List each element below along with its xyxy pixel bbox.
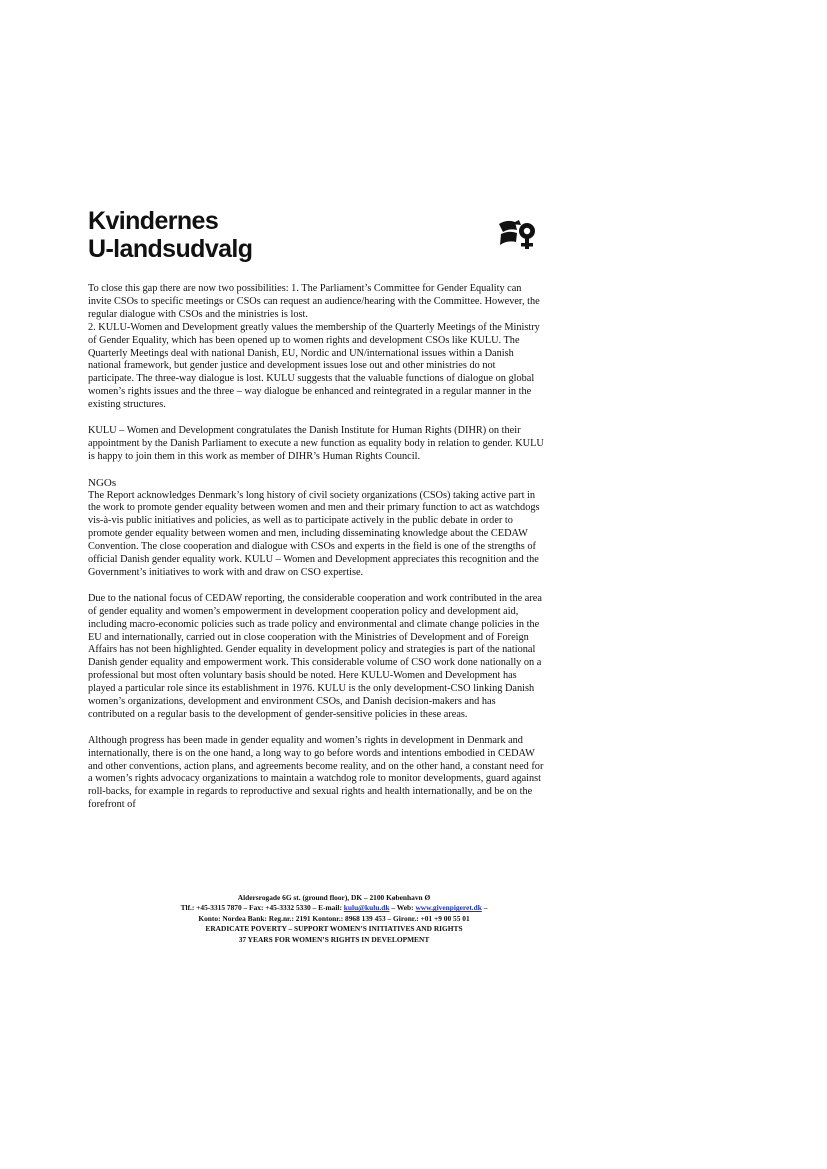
possibility-one-text: To close this gap there are now two possibilities: 1. The Parliament’s Committee for Gender Equality can invite CSOs to specific meetings or CSOs can request an audience/hearing with the Committee. However, the regular dialogue with CSOs and the ministries is lost. [88,283,540,320]
footer-contact-line [118,903,550,913]
kulu-emblem-icon [497,218,539,252]
kulu-logo [88,207,252,263]
paragraph-cedaw-reporting: Due to the national focus of CEDAW reporting, the considerable cooperation and work contributed in the area of gender equality and women’s empowerment in development cooperation policy and development aid, including macro-economic policies such as trade policy and environmental and climate change policies in the EU and internationally, carried out in close cooperation with the Ministries of Development and of Foreign Affairs has not been highlighted. Gender equality in development policy and strategies is part of the national Danish gender equality and empowerment work. This considerable volume of CSO work done nationally on a professional but most often voluntary basis should be noted. Here KULU-Women and Development has played a particular role since its establishment in 1976. KULU is the only development-CSO linking Danish women’s organizations, development and environment CSOs, and Danish decision-makers and has contributed on a regular basis to the development of gender-sensitive policies in these areas. [88,592,542,720]
paragraph-progress: Although progress has been made in gender equality and women’s rights in development in Denmark and internationally, there is on the one hand, a long way to go before words and intentions embodied in CEDAW and other conventions, action plans, and agreements become reality, and on the other hand, a constant need for a women’s rights advocacy organizations to maintain a watchdog role to monitor developments, guard against roll-backs, for example in regards to reproductive and sexual rights and health internationally, and be on the forefront of [88,734,544,811]
logo-line-1: Kvindernes [88,207,219,235]
footer-slogan-2: 37 YEARS FOR WOMEN’S RIGHTS IN DEVELOPMENT [238,934,430,944]
ngo-heading: NGOs [88,476,117,489]
letterhead-footer [118,893,550,945]
footer-slogan-1: ERADICATE POVERTY – SUPPORT WOMEN’S INITIATIVES AND RIGHTS [205,924,463,934]
paragraph-report-acknowledges: The Report acknowledges Denmark’s long history of civil society organizations (CSOs) taking active part in the work to promote gender equality between women and men and their primary function to act as watchdogs vis-à-vis public initiatives and policies, as well as to participate actively in the public debate in order to promote gender equality between women and men, including disseminating knowledge about the CEDAW Convention. The close cooperation and dialogue with CSOs and experts in the field is one of the strengths of official Danish gender equality work. KULU – Women and Development appreciates this recognition and the Government’s initiatives to work with and draw on CSO expertise. [88,489,540,578]
footer-address: Aldersrogade 6G st. (ground floor), DK – 2100 København Ø [237,893,431,902]
footer-web-suffix: – [481,903,488,913]
footer-web-label: – Web: [389,903,416,913]
possibility-two-text: 2. KULU-Women and Development greatly values the membership of the Quarterly Meetings of the Ministry of Gender Equality, which has been opened up to women rights and development CSOs like KULU. The Quarterly Meetings deal with national Danish, EU, Nordic and UN/international issues within a Danish national framework, but gender justice and development issues lose out and other ministries do not participate. The three-way dialogue is lost. KULU suggests that the valuable functions of dialogue on global women’s rights issues and the three – way dialogue be enhanced and reintegrated in a regular manner in the existing structures. [88,321,540,411]
footer-web-link[interactable]: www.givenpigeret.dk [415,903,482,913]
footer-phone-fax: Tlf.: +45-3315 7870 – Fax: +45-3332 5330 – E-mail: [180,903,344,913]
logo-line-2: U-landsudvalg [88,235,253,263]
letter-body [88,283,544,825]
footer-email-link[interactable]: kulu@kulu.dk [343,903,390,913]
paragraph-two-possibilities [88,283,544,412]
paragraph-dihr: KULU – Women and Development congratulates the Danish Institute for Human Rights (DIHR) on their appointment by the Danish Parliament to execute a new function as equality body in relation to gender. KULU is happy to join them in this work as member of DIHR’s Human Rights Council. [88,424,544,462]
footer-bank-account: Konto: Nordea Bank: Reg.nr.: 2191 Kontonr.: 8968 139 453 – Gironr.: +01 +9 00 55 01 [198,913,470,923]
